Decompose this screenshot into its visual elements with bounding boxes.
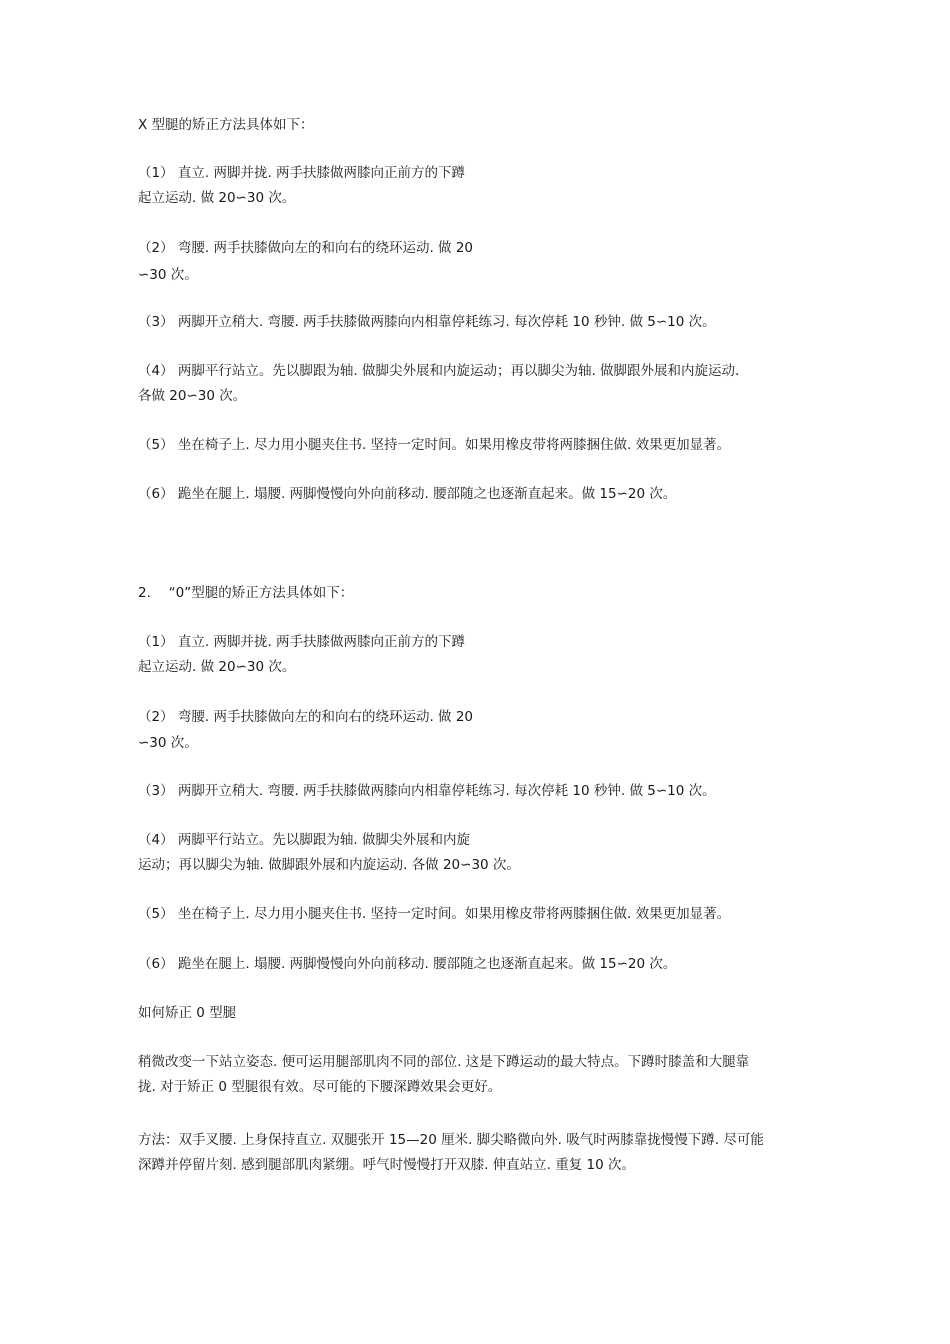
section1-step4-line2: 各做 20∽30 次。 xyxy=(138,388,247,404)
section1-step2-line2: ∽30 次。 xyxy=(138,267,198,283)
section3-para1-line2: 拢. 对于矫正 0 型腿很有效。尽可能的下腰深蹲效果会更好。 xyxy=(138,1079,502,1095)
section3-heading: 如何矫正 0 型腿 xyxy=(138,1005,237,1021)
section2-step3: （3） 两脚开立稍大. 弯腰. 两手扶膝做两膝向内相靠停耗练习. 每次停耗 10 秒钟. 做 5∽10 次。 xyxy=(138,783,716,799)
section3-para2-line1: 方法：双手叉腰. 上身保持直立. 双腿张开 15—20 厘米. 脚尖略微向外. 吸气时两膝靠拢慢慢下蹲. 尽可能 xyxy=(138,1132,764,1148)
section1-step4-line1: （4） 两脚平行站立。先以脚跟为轴. 做脚尖外展和内旋运动；再以脚尖为轴. 做脚跟外展和内旋运动. xyxy=(138,363,740,379)
section2-step2-line2: ∽30 次。 xyxy=(138,735,198,751)
section3-para1-line1: 稍微改变一下站立姿态. 便可运用腿部肌肉不同的部位. 这是下蹲运动的最大特点。下蹲时膝盖和大腿靠 xyxy=(138,1054,750,1070)
section2-step4-line1: （4） 两脚平行站立。先以脚跟为轴. 做脚尖外展和内旋 xyxy=(138,832,470,848)
section2-step4-line2: 运动；再以脚尖为轴. 做脚跟外展和内旋运动. 各做 20∽30 次。 xyxy=(138,857,520,873)
section1-step1-line1: （1） 直立. 两脚并拢. 两手扶膝做两膝向正前方的下蹲 xyxy=(138,165,466,181)
section1-step5: （5） 坐在椅子上. 尽力用小腿夹住书. 坚持一定时间。如果用橡皮带将两膝捆住做. 效果更加显著。 xyxy=(138,437,731,453)
section2-step6: （6） 跪坐在腿上. 塌腰. 两脚慢慢向外向前移动. 腰部随之也逐渐直起来。做 15∽20 次。 xyxy=(138,956,677,972)
section2-step2-line1: （2） 弯腰. 两手扶膝做向左的和向右的绕环运动. 做 20 xyxy=(138,709,474,725)
section1-step1-line2: 起立运动. 做 20∽30 次。 xyxy=(138,190,296,206)
section3-para2-line2: 深蹲并停留片刻. 感到腿部肌肉紧绷。呼气时慢慢打开双膝. 伸直站立. 重复 10 次。 xyxy=(138,1157,636,1173)
section2-step1-line1: （1） 直立. 两脚并拢. 两手扶膝做两膝向正前方的下蹲 xyxy=(138,634,466,650)
section1-step3: （3） 两脚开立稍大. 弯腰. 两手扶膝做两膝向内相靠停耗练习. 每次停耗 10 秒钟. 做 5∽10 次。 xyxy=(138,314,716,330)
section2-heading: 2. “0”型腿的矫正方法具体如下： xyxy=(138,585,354,601)
section1-heading: X 型腿的矫正方法具体如下： xyxy=(138,117,314,133)
section1-step2-line1: （2） 弯腰. 两手扶膝做向左的和向右的绕环运动. 做 20 xyxy=(138,240,474,256)
section2-step5: （5） 坐在椅子上. 尽力用小腿夹住书. 坚持一定时间。如果用橡皮带将两膝捆住做. 效果更加显著。 xyxy=(138,906,731,922)
section2-step1-line2: 起立运动. 做 20∽30 次。 xyxy=(138,659,296,675)
section1-step6: （6） 跪坐在腿上. 塌腰. 两脚慢慢向外向前移动. 腰部随之也逐渐直起来。做 15∽20 次。 xyxy=(138,486,677,502)
